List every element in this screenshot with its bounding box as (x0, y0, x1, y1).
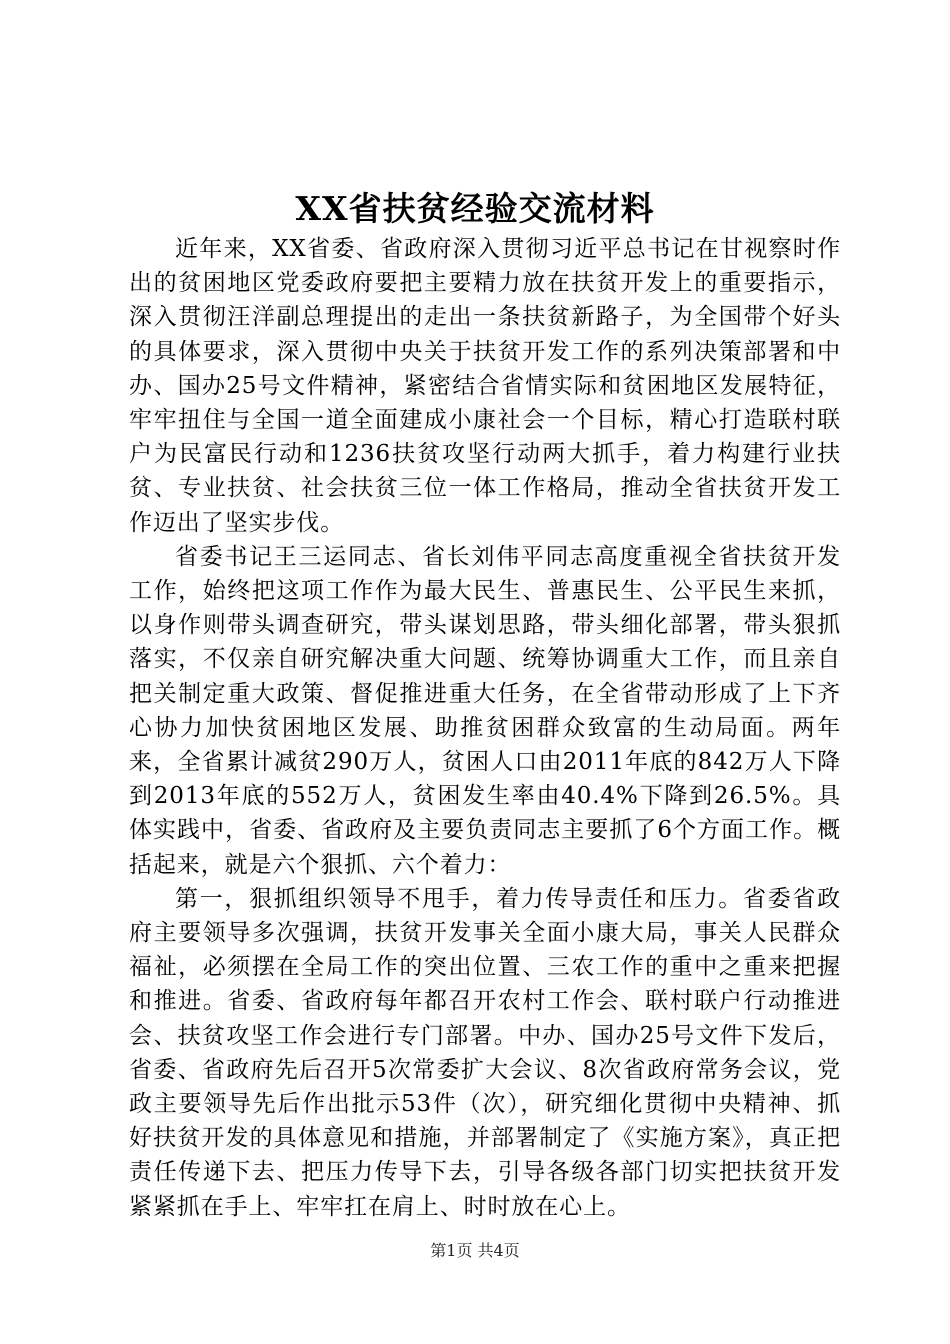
paragraph-3: 第一，狠抓组织领导不甩手，着力传导责任和压力。省委省政府主要领导多次强调，扶贫开发事关全面小康大局，事关人民群众福祉，必须摆在全局工作的突出位置、三农工作的重中之重来把握和推进。省委、省政府每年都召开农村工作会、联村联户行动推进会、扶贫攻坚工作会进行专门部署。中办、国办25号文件下发后，省委、省政府先后召开5次常委扩大会议、8次省政府常务会议，党政主要领导先后作出批示53件（次），研究细化贯彻中央精神、抓好扶贫开发的具体意见和措施，并部署制定了《实施方案》，真正把责任传递下去、把压力传导下去，引导各级各部门切实把扶贫开发紧紧抓在手上、牢牢扛在肩上、时时放在心上。 (129, 885, 841, 1220)
document-title: XX省扶贫经验交流材料 (295, 189, 655, 228)
paragraph-2: 省委书记王三运同志、省长刘伟平同志高度重视全省扶贫开发工作，始终把这项工作作为最大民生、普惠民生、公平民生来抓，以身作则带头调查研究，带头谋划思路，带头细化部署，带头狠抓落实，不仅亲自研究解决重大问题、统筹协调重大工作，而且亲自把关制定重大政策、督促推进重大任务，在全省带动形成了上下齐心协力加快贫困地区发展、助推贫困群众致富的生动局面。两年来，全省累计减贫290万人，贫困人口由2011年底的842万人下降到2013年底的552万人，贫困发生率由40.4%下降到26.5%。具体实践中，省委、省政府及主要负责同志主要抓了6个方面工作。概括起来，就是六个狠抓、六个着力： (129, 543, 841, 878)
document-body (129, 232, 841, 1224)
paragraph-1: 近年来，XX省委、省政府深入贯彻习近平总书记在甘视察时作出的贫困地区党委政府要把主要精力放在扶贫开发上的重要指示，深入贯彻汪洋副总理提出的走出一条扶贫新路子，为全国带个好头的具体要求，深入贯彻中央关于扶贫开发工作的系列决策部署和中办、国办25号文件精神，紧密结合省情实际和贫困地区发展特征，牢牢扭住与全国一道全面建成小康社会一个目标，精心打造联村联户为民富民行动和1236扶贫攻坚行动两大抓手，着力构建行业扶贫、专业扶贫、社会扶贫三位一体工作格局，推动全省扶贫开发工作迈出了坚实步伐。 (129, 236, 841, 536)
page-number-footer: 第1页 共4页 (430, 1241, 520, 1260)
